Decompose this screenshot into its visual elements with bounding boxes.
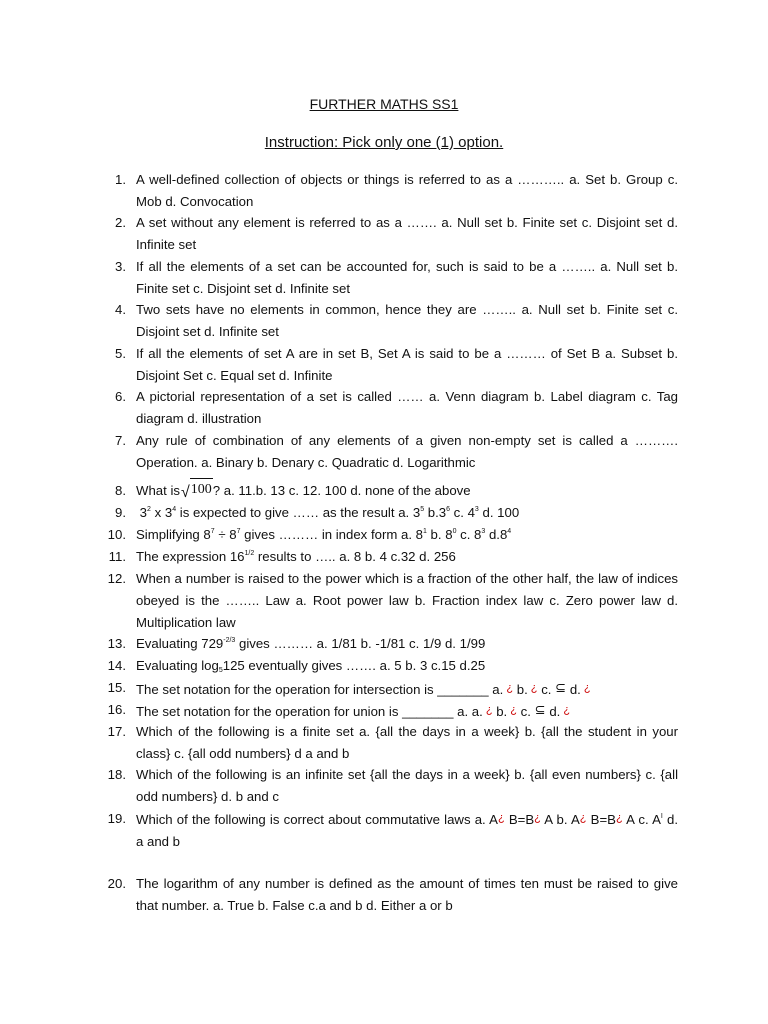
- unrendered-symbol: ¿: [482, 704, 493, 716]
- question-14: [106, 655, 678, 677]
- question-text: The expression $16^{1/2}$ results to ….. a. 8 b. 4 c.32 d. 256: [136, 549, 456, 564]
- exponent: 2: [147, 506, 151, 513]
- exponent: 7: [210, 528, 215, 535]
- question-text: Which of the following is an infinite set {all the days in a week} b. {all even numbers} c. {all odd numbers} d. b and c: [136, 767, 678, 804]
- exponent: 6: [446, 506, 450, 513]
- question-text: The logarithm of any number is defined as the amount of times ten must be raised to give that number. a. True b. False c.a and b d. Either a or b: [136, 876, 678, 913]
- question-19: [106, 808, 678, 853]
- unrendered-symbol: ¿: [507, 704, 518, 716]
- question-12: [106, 568, 678, 633]
- question-text: A set without any element is referred to as a ……. a. Null set b. Finite set c. Disjoint set d. Infinite set: [136, 215, 678, 252]
- question-5: [106, 343, 678, 387]
- question-18: [106, 764, 678, 808]
- question-text: The set notation for the operation for intersection is _______ a. ¿ b. ¿ c. ⊆ d. ¿: [136, 680, 591, 697]
- exponent: 1/2: [244, 550, 255, 557]
- question-number: 13.: [107, 636, 126, 651]
- question-11: [106, 546, 678, 568]
- question-number: 1.: [115, 172, 126, 187]
- question-3: [106, 256, 678, 300]
- subset-symbol: ⊆: [555, 680, 567, 695]
- unrendered-symbol: ¿: [497, 812, 505, 824]
- question-number: 2.: [115, 215, 126, 230]
- question-8: [106, 480, 678, 504]
- question-text: A pictorial representation of a set is called …… a. Venn diagram b. Label diagram c. Tag diagram d. illustration: [136, 389, 678, 426]
- question-text: Which of the following is a finite set a. {all the days in a week} b. {all the student in your class} c. {all odd numbers} d a and b: [136, 724, 678, 761]
- exponent: 4: [172, 506, 177, 513]
- exponent: 3: [474, 506, 479, 513]
- document-title: FURTHER MATHS SS1: [309, 96, 459, 112]
- question-number: 9.: [115, 505, 126, 520]
- unrendered-symbol: ¿: [579, 812, 587, 824]
- question-number: 20.: [107, 876, 126, 891]
- subset-symbol: ⊆: [534, 702, 546, 717]
- unrendered-symbol: ¿: [534, 812, 541, 824]
- question-text: Two sets have no elements in common, hence they are …….. a. Null set b. Finite set c. Disjoint set d. Infinite set: [136, 302, 678, 339]
- unrendered-symbol: ¿: [580, 682, 591, 694]
- question-text: Simplifying $8^7 \div 8^7$ gives ……… in index form a. $8^1$ b. $8^0$ c. $8^3$ $d.8^4$: [136, 527, 512, 542]
- question-16: [106, 699, 678, 723]
- superscript: I: [660, 813, 663, 820]
- question-number: 6.: [115, 389, 126, 404]
- question-4: [106, 299, 678, 343]
- question-number: 12.: [107, 571, 126, 586]
- question-text-part: ? a. 11.b. 13 c. 12. 100 d. none of the above: [212, 483, 471, 498]
- unrendered-symbol: ¿: [560, 704, 571, 716]
- question-text: A well-defined collection of objects or things is referred to as a ……….. a. Set b. Group c. Mob d. Convocation: [136, 172, 678, 209]
- question-20: [106, 873, 678, 917]
- question-number: 14.: [107, 658, 126, 673]
- question-15: [106, 677, 678, 701]
- question-number: 7.: [115, 433, 126, 448]
- instruction-heading: Instruction: Pick only one (1) option.: [264, 134, 504, 151]
- question-number: 18.: [107, 767, 126, 782]
- question-text: If all the elements of a set can be accounted for, such is said to be a …….. a. Null set b. Finite set c. Disjoint set d. Infinite set: [136, 259, 678, 296]
- question-number: 3.: [115, 259, 126, 274]
- unrendered-symbol: ¿: [527, 682, 538, 694]
- question-13: [106, 633, 678, 655]
- question-number: 10.: [107, 527, 126, 542]
- unrendered-symbol: ¿: [615, 812, 623, 824]
- question-text: Any rule of combination of any elements of a given non-empty set is called a ………. Operation. a. Binary b. Denary c. Quadratic d. Logarithmic: [136, 433, 678, 470]
- log-base: 5: [218, 667, 223, 674]
- exponent: -2/3: [223, 637, 236, 644]
- question-text: $3^2$ x $3^4$ is expected to give …… as the result a. $3^5$ $b.3^6$ c. $4^3$ d. 100: [139, 505, 520, 520]
- question-number: 5.: [115, 346, 126, 361]
- unrendered-symbol: ¿: [503, 682, 514, 694]
- question-text: When a number is raised to the power which is a fraction of the other half, the law of indices obeyed is the …….. Law a. Root power law b. Fraction index law c. Zero power law d. Multiplication law: [136, 571, 678, 630]
- question-6: [106, 386, 678, 430]
- question-text-part: What is: [136, 483, 180, 498]
- question-9: [106, 502, 678, 524]
- question-text: Evaluating $\log_5125$ eventually gives ……. a. 5 b. 3 c.15 d.25: [136, 658, 486, 674]
- question-10: [106, 524, 678, 546]
- exponent: 3: [481, 528, 486, 535]
- question-text: If all the elements of set A are in set B, Set A is said to be a ……… of Set B a. Subset b. Disjoint Set c. Equal set d. Infinite: [136, 346, 678, 383]
- question-text: Which of the following is correct about commutative laws a. A¿ B=B¿ A b. A¿ B=B¿ A c. $A^I$ d. a and b: [136, 812, 678, 849]
- exponent: 4: [507, 528, 512, 535]
- question-number: 17.: [107, 724, 126, 739]
- exponent: 5: [420, 506, 425, 513]
- exponent: 7: [236, 528, 241, 535]
- question-number: 16.: [107, 702, 126, 717]
- question-text: Evaluating $729^{-2/3}$ gives ……… a. 1/81 b. -1/81 c. 1/9 d. 1/99: [136, 636, 486, 651]
- exponent: 1: [422, 528, 427, 535]
- question-text: The set notation for the operation for union is _______ a. a. ¿ b. ¿ c. ⊆ d. ¿: [136, 702, 571, 719]
- question-1: [106, 169, 678, 213]
- question-text: [136, 480, 678, 504]
- question-number: 15.: [107, 680, 126, 695]
- radicand: 100: [190, 478, 213, 501]
- exponent: 0: [452, 528, 457, 535]
- question-number: 19.: [107, 811, 126, 826]
- question-17: [106, 721, 678, 765]
- question-2: [106, 212, 678, 256]
- question-7: [106, 430, 678, 474]
- question-number: 4.: [115, 302, 126, 317]
- question-number: 11.: [108, 549, 126, 564]
- square-root-symbol: √100: [181, 480, 213, 504]
- question-number: 8.: [115, 483, 126, 498]
